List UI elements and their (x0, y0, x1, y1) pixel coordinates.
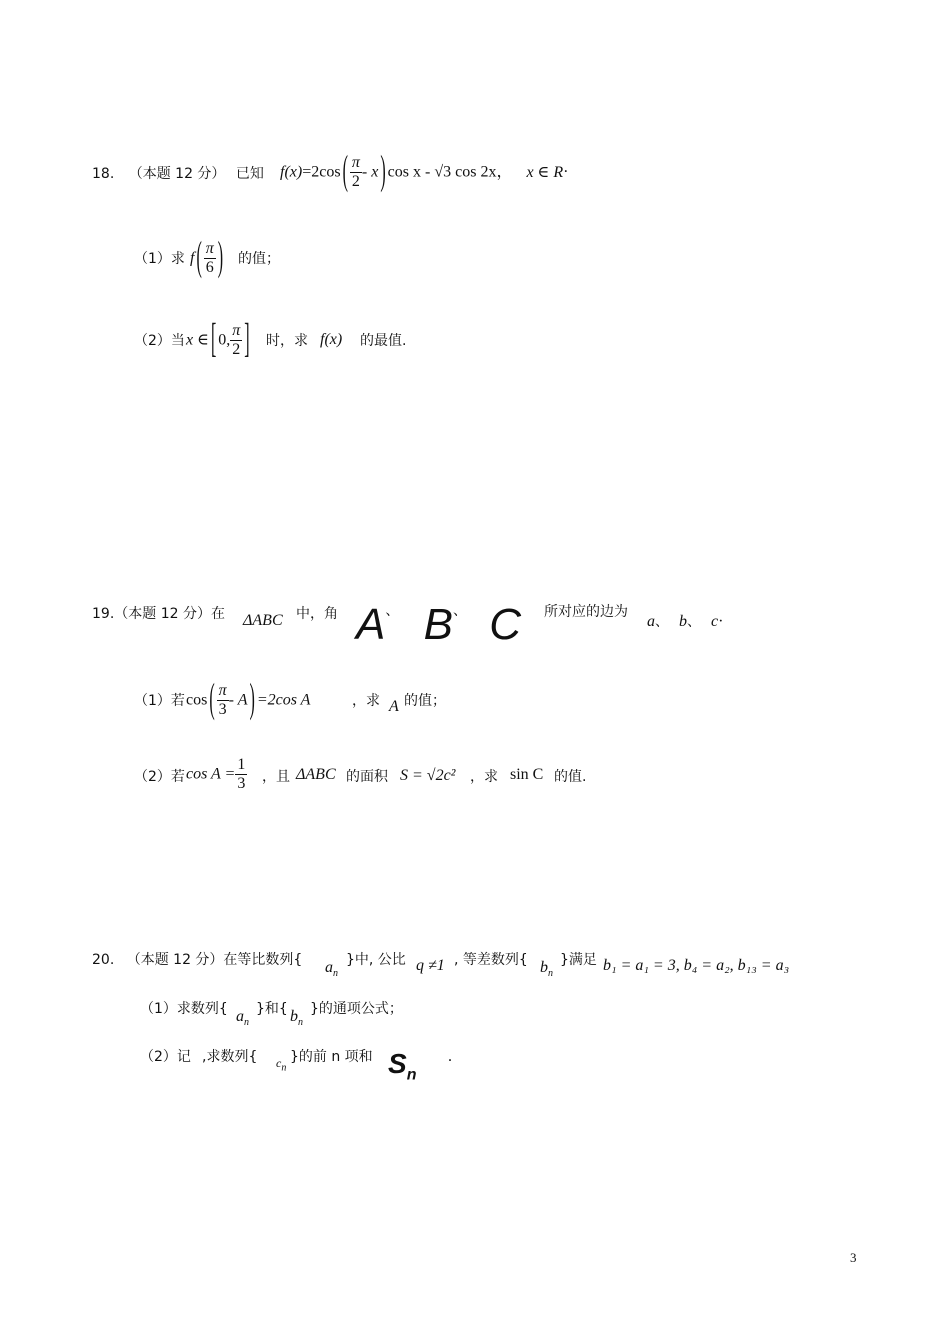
q19-part1-label: （1）若 (134, 693, 185, 709)
q19-sep2: 、 (452, 603, 467, 619)
q18-dot: · (563, 163, 569, 181)
q20-part2-suffix: }的前 n 项和 (290, 1049, 373, 1065)
q19-part2-suffix: 的值. (554, 769, 587, 785)
q18-p1-f: f (190, 249, 195, 267)
q20-points: （本题 12 分）在等比数列{ (126, 952, 303, 968)
q19-part2-mid: ，且 (262, 769, 290, 785)
q18-part1-suffix: 的值； (238, 251, 280, 267)
q20-part1-label: （1）求数列{ (140, 1001, 228, 1017)
q18-p2-zero: 0, (218, 331, 231, 349)
q19-sep3: 、 (655, 614, 669, 630)
q19-part2-tri: ΔABC (296, 766, 336, 783)
q20-mid2: , 等差数列{ (454, 952, 528, 968)
q19-mid: 中，角 (296, 606, 338, 622)
q19-part2-sin: sin C (510, 766, 544, 783)
q18-tail: cos x - √3 cos 2x (387, 163, 497, 181)
q20-cn: $c_n$ (276, 1056, 287, 1074)
q19-heading (92, 603, 225, 623)
q19-part2-ask: ，求 (470, 769, 498, 785)
q18-part1-expr: f ( $\frac{\pi}{6}$ ) (190, 235, 224, 280)
q19-sides (647, 611, 723, 631)
q19-angle-A: A (356, 600, 386, 649)
q20-bn: $b_n$ (540, 959, 553, 980)
q18-comma: ， (496, 163, 513, 181)
q19-p1-cos: cos (186, 691, 208, 709)
q19-p1-minus: - A (228, 691, 248, 709)
q18-p2-pi-over-2: $\frac{\pi}{2}$ (232, 322, 241, 359)
q19-part1-suffix: 的值； (404, 693, 446, 709)
q20-part2-label: （2）记 (140, 1049, 191, 1065)
q20-q: q ≠1 (416, 957, 445, 974)
q19-sep1: 、 (385, 603, 400, 619)
q20-p1-an: $a_n$ (236, 1008, 249, 1029)
q18-points: （本题 12 分） (128, 166, 226, 182)
q19-sides-text: 所对应的边为 (544, 604, 628, 620)
q18-part2-mid: 时，求 (266, 333, 308, 349)
q20-p1-bn: $b_n$ (290, 1008, 303, 1029)
q19-side-c: c (711, 613, 719, 630)
q18-function: f(x)=2cos ( $\frac{\pi}{2}$ - x ) cos x - √3 cos 2x， x ∈ R· (280, 149, 569, 194)
q19-pi-over-3: $\frac{\pi}{3}$ (218, 682, 227, 719)
q19-part1-A: A (389, 698, 399, 715)
q19-number: 19. (92, 606, 115, 622)
q19-angles (356, 600, 521, 650)
q18-f-lhs: f(x) (280, 163, 303, 181)
q19-p1-rhs: =2cos A (256, 691, 311, 709)
q19-angle-B: B (423, 600, 453, 649)
q18-pi-over-2: $\frac{\pi}{2}$ (351, 154, 360, 191)
q19-side-a: a (647, 613, 655, 630)
q19-part2-expr (186, 756, 247, 794)
q20-dot: . (448, 1048, 452, 1065)
q18-part1-label: （1）求 (134, 251, 185, 267)
q20-mid3: }满足 (560, 952, 597, 968)
q20-conditions: b₁ = a₁ = 3, b₄ = a₂, b₁₃ = a₃ (603, 957, 790, 974)
q19-part2-label: （2）若 (134, 769, 185, 785)
q19-sep4: 、 (687, 614, 701, 630)
q20-part1-suffix: }的通项公式； (310, 1001, 403, 1017)
q19-one-third: $\frac{1}{3}$ (237, 756, 246, 793)
q19-part2-area: 的面积 (346, 769, 388, 785)
q19-points: （本题 12 分）在 (114, 606, 225, 622)
q18-f-eq: =2cos (302, 163, 341, 181)
q20-an: $a_n$ (325, 959, 338, 980)
q19-p2-cos: cos A = (186, 765, 236, 783)
q18-part2-suffix: 的最值. (360, 333, 407, 349)
q19-angle-C: C (489, 600, 521, 649)
q18-intro: 已知 (235, 166, 264, 182)
q20-heading (92, 949, 302, 969)
q18-part2-expr: x ∈ [ 0, $\frac{\pi}{2}$ ] (186, 317, 250, 362)
q20-mid1: }中, 公比 (346, 952, 406, 968)
q18-part2-f: f(x) (320, 331, 343, 348)
page-number: 3 (850, 1250, 857, 1265)
q19-part2-S: S = √2c² (400, 767, 456, 784)
q18-pi-over-6: $\frac{\pi}{6}$ (205, 240, 214, 277)
q19-dot: · (718, 613, 724, 630)
q20-part2-mid: ,求数列{ (202, 1049, 258, 1065)
q18-minus-x: - x (361, 163, 379, 181)
q18-number: 18. (92, 166, 115, 182)
q18-domain: x ∈ R (526, 163, 564, 181)
q19-side-b: b (679, 613, 687, 630)
q18-part2-label: （2）当 (134, 333, 185, 349)
q19-triangle: ΔABC (243, 612, 283, 629)
q18-heading (92, 163, 264, 183)
q18-p2-x: x ∈ (186, 331, 209, 349)
q19-part1-mid: ，求 (352, 693, 380, 709)
q20-Sn: $S_n$ (388, 1048, 417, 1084)
q20-part1-and: }和{ (256, 1001, 288, 1017)
q20-number: 20. (92, 952, 115, 968)
q19-part1-expr: cos ( $\frac{\pi}{3}$ - A ) =2cos A (186, 677, 311, 722)
